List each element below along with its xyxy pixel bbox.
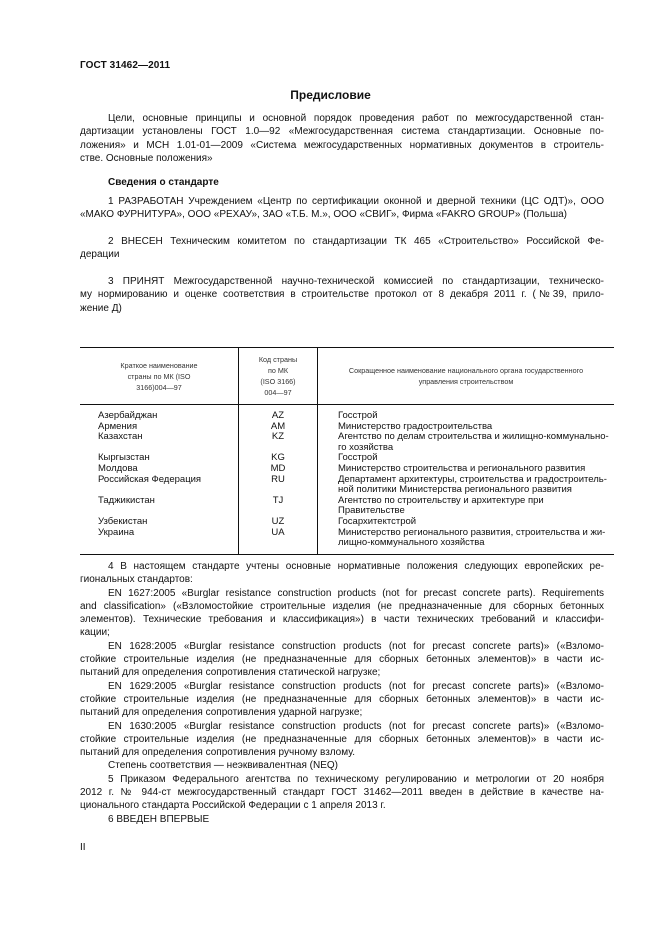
document-code: ГОСТ 31462—2011 (80, 60, 171, 71)
en1629-line: EN 1629:2005 «Burglar resistance construction products (not for precast concrete parts)» («Взломо- (108, 680, 604, 692)
table-row (80, 475, 614, 496)
header-authority: Сокращенное наименование национального органа государственного управления строительством (318, 348, 615, 405)
country-code: RU (239, 475, 318, 496)
item-6: 6 ВВЕДЕН ВПЕРВЫЕ (108, 813, 210, 825)
en1628-line: пытаний для определения сопротивления статической нагрузке; (80, 667, 381, 679)
table-row (80, 528, 614, 555)
en1630-line: EN 1630:2005 «Burglar resistance construction products (not for precast concrete parts)» («Взломо- (108, 720, 604, 732)
country-code: KG (239, 453, 318, 464)
en1629-line: пытаний для определения сопротивления ударной нагрузке; (80, 707, 363, 719)
country-code: UA (239, 528, 318, 555)
country-name: Кыргызстан (98, 452, 150, 464)
conformity-degree: Степень соответствия — неэквивалентная (NEQ) (108, 760, 339, 772)
country-name: Узбекистан (98, 515, 148, 527)
en1629-line: стойкие строительные изделия (не предназначенные для сборных бетонных элементов)» в части ис- (80, 693, 604, 705)
country-code: MD (239, 464, 318, 475)
header-country: Краткое наименование страны по МК (ISO 3166)004—97 (80, 348, 239, 405)
item-2 (80, 235, 604, 262)
authority-name: Министерство строительства и регионального развития (318, 464, 615, 475)
item-3 (80, 275, 604, 315)
item-4 (80, 560, 604, 826)
item-2-line: дерации (80, 249, 120, 261)
en1628-line: стойкие строительные изделия (не предназначенные для сборных бетонных элементов)» в части ис- (80, 654, 604, 666)
intro-paragraph (80, 112, 604, 165)
country-name: Таджикистан (98, 494, 155, 506)
en1627-line: and classification» («Взломостойкие строительные изделия (не предназначенные для сборных бетонных (80, 600, 604, 612)
authority-name: Агентство по строительству и архитектуре при Правительстве (318, 496, 615, 517)
intro-line: Цели, основные принципы и основной порядок проведения работ по межгосударственной стан- (108, 113, 604, 124)
item-5-line: 5 Приказом Федерального агентства по техническому регулированию и метрологии от 20 ноября (108, 773, 604, 785)
table-row (80, 405, 614, 422)
country-name: Молдова (98, 462, 138, 474)
en1627-line: кации; (80, 627, 110, 639)
en1630-line: пытаний для определения сопротивления ручному взлому. (80, 747, 356, 759)
authority-name: Министерство регионального развития, строительства и жи- лищно-коммунального хозяйства (318, 528, 615, 555)
country-name: Армения (98, 420, 138, 432)
authority-name: Агентство по делам строительства и жилищно-коммунально- го хозяйства (318, 432, 615, 453)
item-5-line: ционального стандарта Российской Федерации с 1 апреля 2013 г. (80, 800, 386, 812)
item-5-line: 2012 г. № 944-ст межгосударственный стандарт ГОСТ 31462—2011 введен в действие в качестве на- (80, 787, 604, 799)
table-row (80, 432, 614, 453)
en1630-line: стойкие строительные изделия (не предназначенные для сборных бетонных элементов)» в части ис- (80, 733, 604, 745)
page-title: Предисловие (290, 88, 371, 102)
table-header-row (80, 348, 614, 405)
item-2-line: 2 ВНЕСЕН Техническим комитетом по стандартизации ТК 465 «Строительство» Российской Фе- (108, 236, 604, 247)
authority-name: Министерство градостроительства (318, 422, 615, 433)
authority-name: Госстрой (318, 405, 615, 422)
country-code: AM (239, 422, 318, 433)
en1627-line: EN 1627:2005 «Burglar resistance construction products (not for precast concrete parts). Requirements (108, 587, 604, 599)
country-name: Азербайджан (98, 410, 158, 421)
en1628-line: EN 1628:2005 «Burglar resistance construction products (not for precast concrete parts)» («Взломо- (108, 640, 604, 652)
table-row (80, 496, 614, 517)
en1627-line: элементов). Технические требования и классификация») в части технических требований и классифи- (80, 614, 604, 626)
intro-line: стве. Основные положения» (80, 152, 213, 164)
authority-name: Госархитектстрой (318, 517, 615, 528)
country-name: Казахстан (98, 431, 143, 443)
item-1-line: 1 РАЗРАБОТАН Учреждением «Центр по сертификации оконной и дверной техники (ЦС ОДТ)», ООО (108, 196, 604, 207)
member-states-table (80, 347, 614, 555)
country-code: KZ (239, 432, 318, 453)
authority-name: Госстрой (318, 453, 615, 464)
authority-name: Департамент архитектуры, строительства и градостроитель- ной политики Министерства регионального развития (318, 475, 615, 496)
item-4-line: 4 В настоящем стандарте учтены основные нормативные положения следующих европейских ре- (108, 561, 604, 572)
country-code: AZ (239, 405, 318, 422)
info-heading: Сведения о стандарте (108, 177, 219, 188)
page-number: II (80, 842, 86, 853)
item-4-line: гиональных стандартов: (80, 574, 193, 586)
header-code: Код страны по МК (ISO 3166) 004—97 (239, 348, 318, 405)
item-3-line: му нормированию и оценке соответствия в строительстве протокол от 8 декабря 2011 г. (№39, прило- (80, 289, 604, 301)
country-name: Российская Федерация (98, 473, 202, 485)
item-1-line: «МАКО ФУРНИТУРА», ООО «РЕХАУ», ЗАО «Т.Б. М.», ООО «СВИГ», Фирма «FAKRO GROUP» (Польша) (80, 209, 567, 221)
intro-line: ложения» и МСН 1.01-01—2009 «Система межгосударственных нормативных документов в строитель- (80, 139, 604, 151)
country-name: Украина (80, 528, 239, 555)
item-1 (80, 195, 604, 222)
country-code: UZ (239, 517, 318, 528)
country-code: TJ (239, 496, 318, 517)
item-3-line: 3 ПРИНЯТ Межгосударственной научно-технической комиссией по стандартизации, техническо- (108, 276, 604, 287)
item-3-line: жение Д) (80, 302, 122, 314)
intro-line: дартизации установлены ГОСТ 1.0—92 «Межгосударственная система стандартизации. Основные по- (80, 126, 604, 138)
